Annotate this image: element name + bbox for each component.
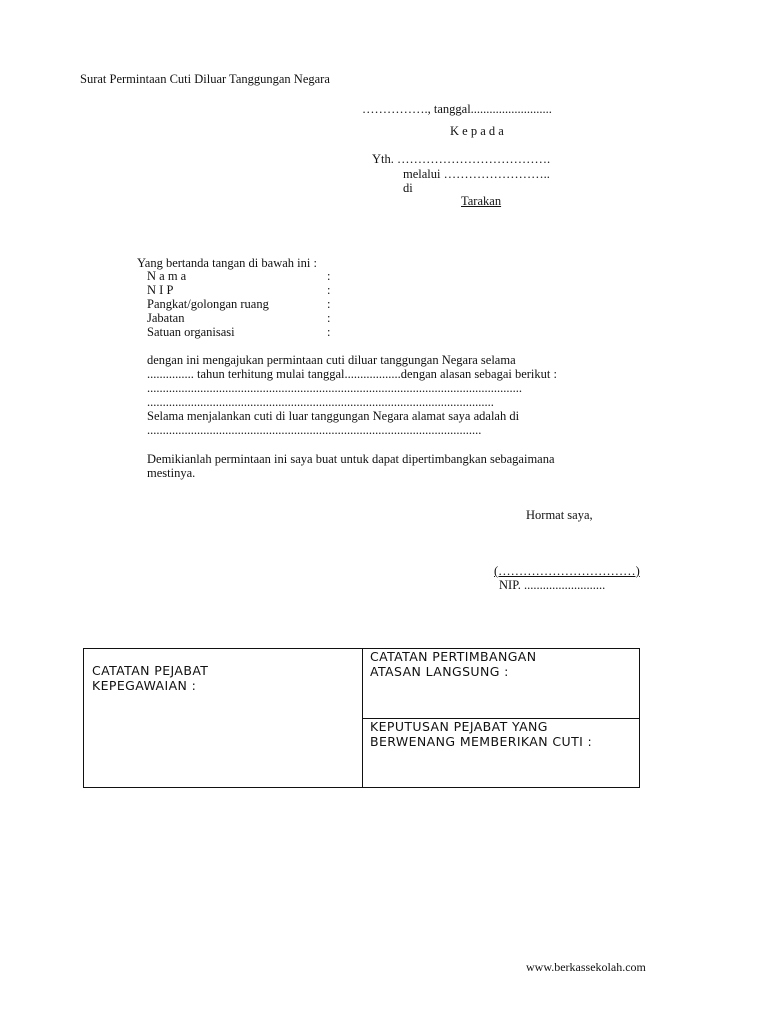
date-line: ……………., tanggal.......................... [362, 102, 552, 116]
footer-website: www.berkassekolah.com [526, 960, 646, 974]
yth-line: Yth. ………………………………. [372, 152, 551, 166]
body-line-request: dengan ini mengajukan permintaan cuti diluar tanggungan Negara selama [147, 353, 516, 367]
body-dots-address: ........................................................................................................... [147, 423, 482, 437]
closing-line-1: Demikianlah permintaan ini saya buat untuk dapat dipertimbangkan sebagaimana [147, 452, 555, 466]
body-line-duration: ............... tahun terhitung mulai tanggal..................dengan alasan sebagai berikut : [147, 367, 557, 381]
city-name: Tarakan [461, 194, 502, 208]
signature-name-blank: (……………………………) [494, 564, 640, 578]
field-label-nip: N I P [147, 283, 174, 297]
body-dots-reason-2: ............................................................................................................... [147, 395, 494, 409]
cell-catatan-pejabat-kepegawaian: CATATAN PEJABAT KEPEGAWAIAN : [92, 663, 209, 693]
cell-catatan-pertimbangan-atasan: CATATAN PERTIMBANGAN ATASAN LANGSUNG : [370, 649, 537, 679]
field-label-satuan: Satuan organisasi [147, 325, 235, 339]
field-colon: : [327, 311, 331, 325]
body-line-address: Selama menjalankan cuti di luar tanggungan Negara alamat saya adalah di [147, 409, 520, 423]
cell-keputusan-pejabat: KEPUTUSAN PEJABAT YANG BERWENANG MEMBERIKAN CUTI : [370, 719, 593, 749]
signature-nip: NIP. .......................... [499, 578, 606, 592]
field-colon: : [327, 269, 331, 283]
closing-line-2: mestinya. [147, 466, 196, 480]
body-dots-reason-1: ........................................................................................................................ [147, 381, 522, 395]
field-colon: : [327, 297, 331, 311]
melalui-line: melalui …………………….. [403, 167, 550, 181]
field-label-pangkat: Pangkat/golongan ruang [147, 297, 269, 311]
field-colon: : [327, 283, 331, 297]
kepada-label: K e p a d a [450, 124, 504, 138]
field-label-jabatan: Jabatan [147, 311, 185, 325]
document-title: Surat Permintaan Cuti Diluar Tanggungan Negara [80, 72, 330, 86]
notes-table [83, 648, 640, 788]
field-label-nama: N a m a [147, 269, 187, 283]
hormat-saya: Hormat saya, [526, 508, 593, 522]
di-label: di [403, 181, 413, 195]
field-colon: : [327, 325, 331, 339]
intro-text: Yang bertanda tangan di bawah ini : [137, 256, 317, 270]
